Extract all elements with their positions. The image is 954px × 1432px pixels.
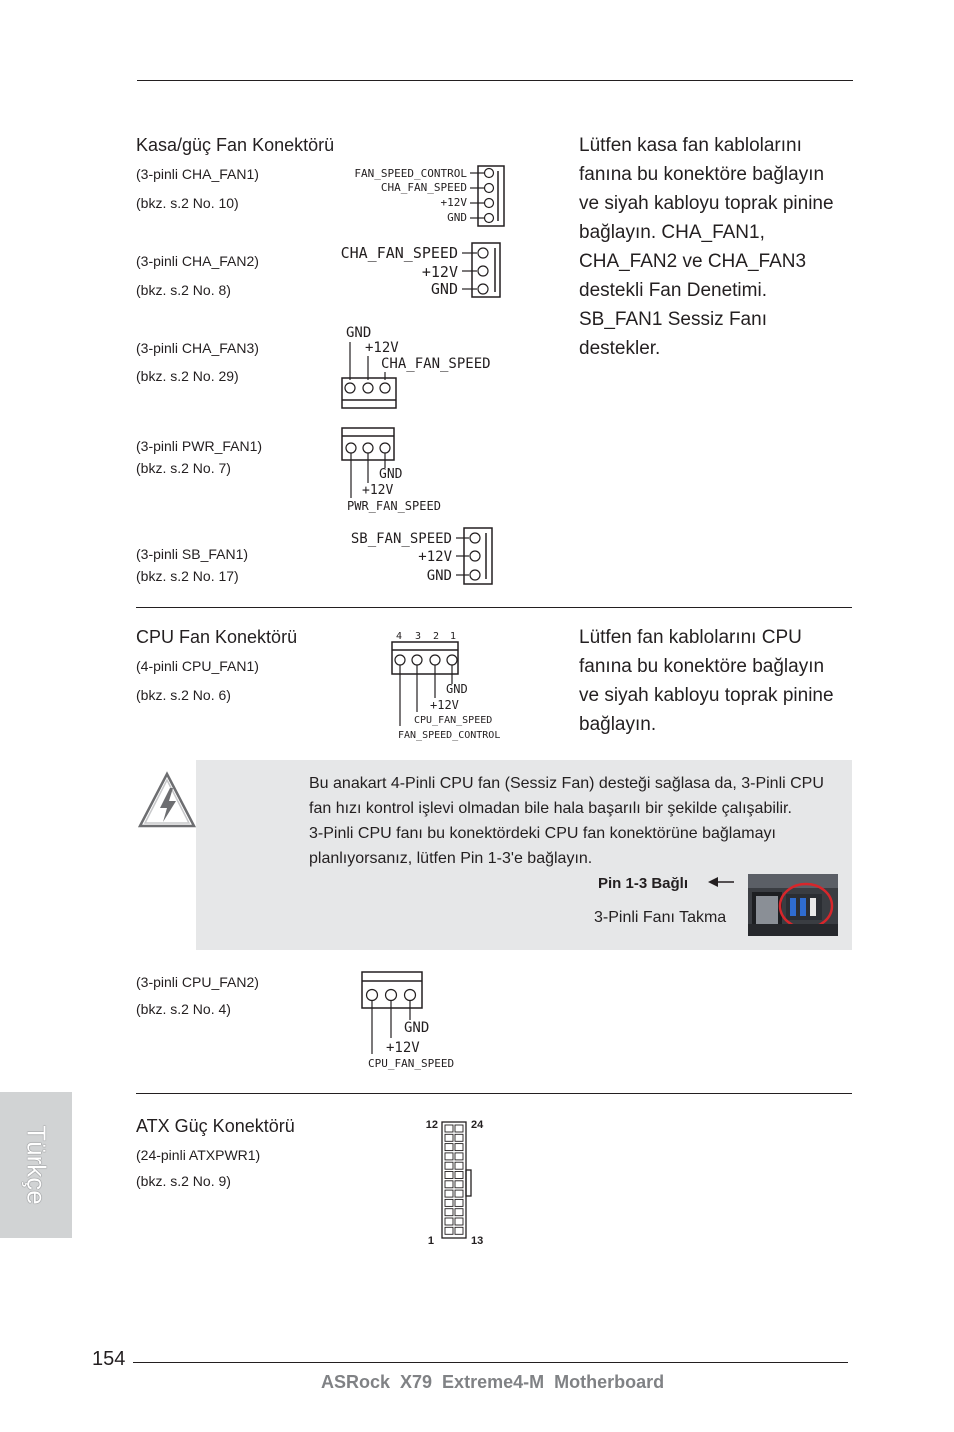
desc-line: Lütfen kasa fan kablolarını [579,135,802,156]
atx-pin [455,1190,463,1197]
footer-title: ASRock X79 Extreme4-M Motherboard [321,1372,665,1392]
cha-fan3-name: (3-pinli CHA_FAN3) [136,340,259,356]
pin-label: FAN_SPEED_CONTROL [354,167,467,180]
desc-line: bağlayın. [579,714,657,735]
language-tab [0,1092,72,1238]
note-text [309,771,854,871]
pin-label: CPU_FAN_SPEED [368,1057,455,1070]
desc-line: ve siyah kabloyu toprak pinine [579,685,834,706]
sb-fan1-diagram [338,526,500,588]
pin-label: GND [430,280,458,298]
sb-fan1-ref: (bkz. s.2 No. 17) [136,568,239,584]
section-divider [136,607,852,608]
cha-fan1-name: (3-pinli CHA_FAN1) [136,166,259,182]
atx-pin [455,1144,463,1151]
pin-label: GND [426,568,452,584]
cha-fan2-diagram [338,240,508,300]
pwr-fan1-name: (3-pinli PWR_FAN1) [136,438,263,454]
pin-label: +12V [430,698,459,712]
chassis-description [579,131,869,363]
atx-pin [455,1172,463,1179]
atx-pin [455,1181,463,1188]
note-line: planlıyorsanız, lütfen Pin 1-3'e bağlayın. [309,850,593,867]
cpu-fan2-diagram [358,970,478,1074]
pin-label: +12V [440,196,467,209]
cha-fan2-name: (3-pinli CHA_FAN2) [136,253,259,269]
cpu-fan-title: CPU Fan Konektörü [136,627,298,647]
desc-line: SB_FAN1 Sessiz Fanı [579,309,767,330]
top-rule [137,80,853,81]
atx-pin [445,1218,453,1225]
connector-photo [748,874,838,936]
note-line: 3-Pinli CPU fanı bu konektördeki CPU fan konektörüne bağlamayı [309,825,776,842]
atx-pin [445,1227,453,1234]
pin-connected-label: Pin 1-3 Bağlı [598,875,689,892]
pin-number: 2 [433,631,440,642]
pin-label: +12V [365,340,399,356]
atx-pin [455,1218,463,1225]
atx-name: (24-pinli ATXPWR1) [136,1147,261,1163]
note-line: Bu anakart 4-Pinli CPU fan (Sessiz Fan) desteği sağlasa da, 3-Pinli CPU [309,775,824,792]
pin-number: 1 [450,631,457,642]
pin-number: 4 [396,631,403,642]
cpu-description [579,623,869,739]
cha-fan1-diagram [338,162,510,228]
sb-fan1-name: (3-pinli SB_FAN1) [136,546,249,562]
chassis-fan-title: Kasa/güç Fan Konektörü [136,135,335,155]
cpu-fan2-ref: (bkz. s.2 No. 4) [136,1001,231,1017]
desc-line: Lütfen fan kablolarını CPU [579,627,802,648]
pin-label: CHA_FAN_SPEED [340,244,458,262]
atx-pin [455,1209,463,1216]
desc-line: fanına bu konektöre bağlayın [579,656,825,677]
atx-pin [445,1162,453,1169]
cha-fan2-ref: (bkz. s.2 No. 8) [136,282,231,298]
install-3pin-label: 3-Pinli Fanı Takma [594,909,727,926]
atx-pin [445,1153,453,1160]
pin-label: GND [446,682,468,696]
atx-connector-diagram [420,1114,500,1250]
pin-label: +12V [362,483,394,498]
arrow-left-icon [706,875,736,889]
cha-fan1-ref: (bkz. s.2 No. 10) [136,195,239,211]
atx-pin [445,1181,453,1188]
pwr-fan1-ref: (bkz. s.2 No. 7) [136,460,231,476]
language-tab-label: Türkçe [21,1125,52,1205]
desc-line: destekler. [579,338,661,359]
pin-label: FAN_SPEED_CONTROL [398,730,501,741]
desc-line: bağlayın. CHA_FAN1, [579,222,765,243]
cha-fan3-ref: (bkz. s.2 No. 29) [136,368,239,384]
pin-label: PWR_FAN_SPEED [347,499,441,513]
atx-ref: (bkz. s.2 No. 9) [136,1173,231,1189]
pin-label: SB_FAN_SPEED [350,531,452,547]
cpu-fan1-ref: (bkz. s.2 No. 6) [136,687,231,703]
atx-pin [455,1153,463,1160]
pin-label: CPU_FAN_SPEED [414,715,493,726]
pin-label: +12V [418,549,452,565]
pin-number: 3 [415,631,422,642]
cpu-fan1-diagram [388,626,528,744]
atx-pin [455,1199,463,1206]
atx-pin [445,1172,453,1179]
atx-pin [445,1125,453,1132]
pin-label: GND [447,211,467,224]
pin-label: CHA_FAN_SPEED [380,181,467,194]
atx-pin [455,1162,463,1169]
cha-fan3-diagram [338,322,500,412]
pin-label: GND [404,1020,430,1036]
cpu-fan1-name: (4-pinli CPU_FAN1) [136,658,259,674]
atx-pin [455,1134,463,1141]
pin-label: GND [346,325,372,341]
warning-icon [136,770,198,832]
note-line: fan hızı kontrol işlevi olmadan bile hala başarılı bir şekilde çalışabilir. [309,800,792,817]
cpu-fan2-name: (3-pinli CPU_FAN2) [136,974,259,990]
atx-pin [445,1134,453,1141]
atx-pin [445,1190,453,1197]
atx-title: ATX Güç Konektörü [136,1116,295,1136]
pin-number: 12 [425,1119,438,1131]
atx-pin [445,1199,453,1206]
desc-line: CHA_FAN2 ve CHA_FAN3 [579,251,807,272]
section-divider [136,1093,852,1094]
pin-number: 1 [427,1235,434,1247]
desc-line: fanına bu konektöre bağlayın [579,164,825,185]
atx-pin [445,1144,453,1151]
pin-label: CHA_FAN_SPEED [381,356,491,372]
footer-rule [133,1362,848,1363]
pin-number: 24 [471,1119,484,1131]
pin-label: +12V [386,1040,420,1056]
note-box [196,760,852,950]
atx-pin [455,1125,463,1132]
pin-label: GND [379,467,403,482]
desc-line: ve siyah kabloyu toprak pinine [579,193,834,214]
page-number: 154 [92,1348,126,1370]
pin-number: 13 [471,1235,484,1247]
pin-label: +12V [421,263,458,281]
desc-line: destekli Fan Denetimi. [579,280,767,301]
pwr-fan1-diagram [338,426,468,516]
atx-pin [455,1227,463,1234]
atx-pin [445,1209,453,1216]
